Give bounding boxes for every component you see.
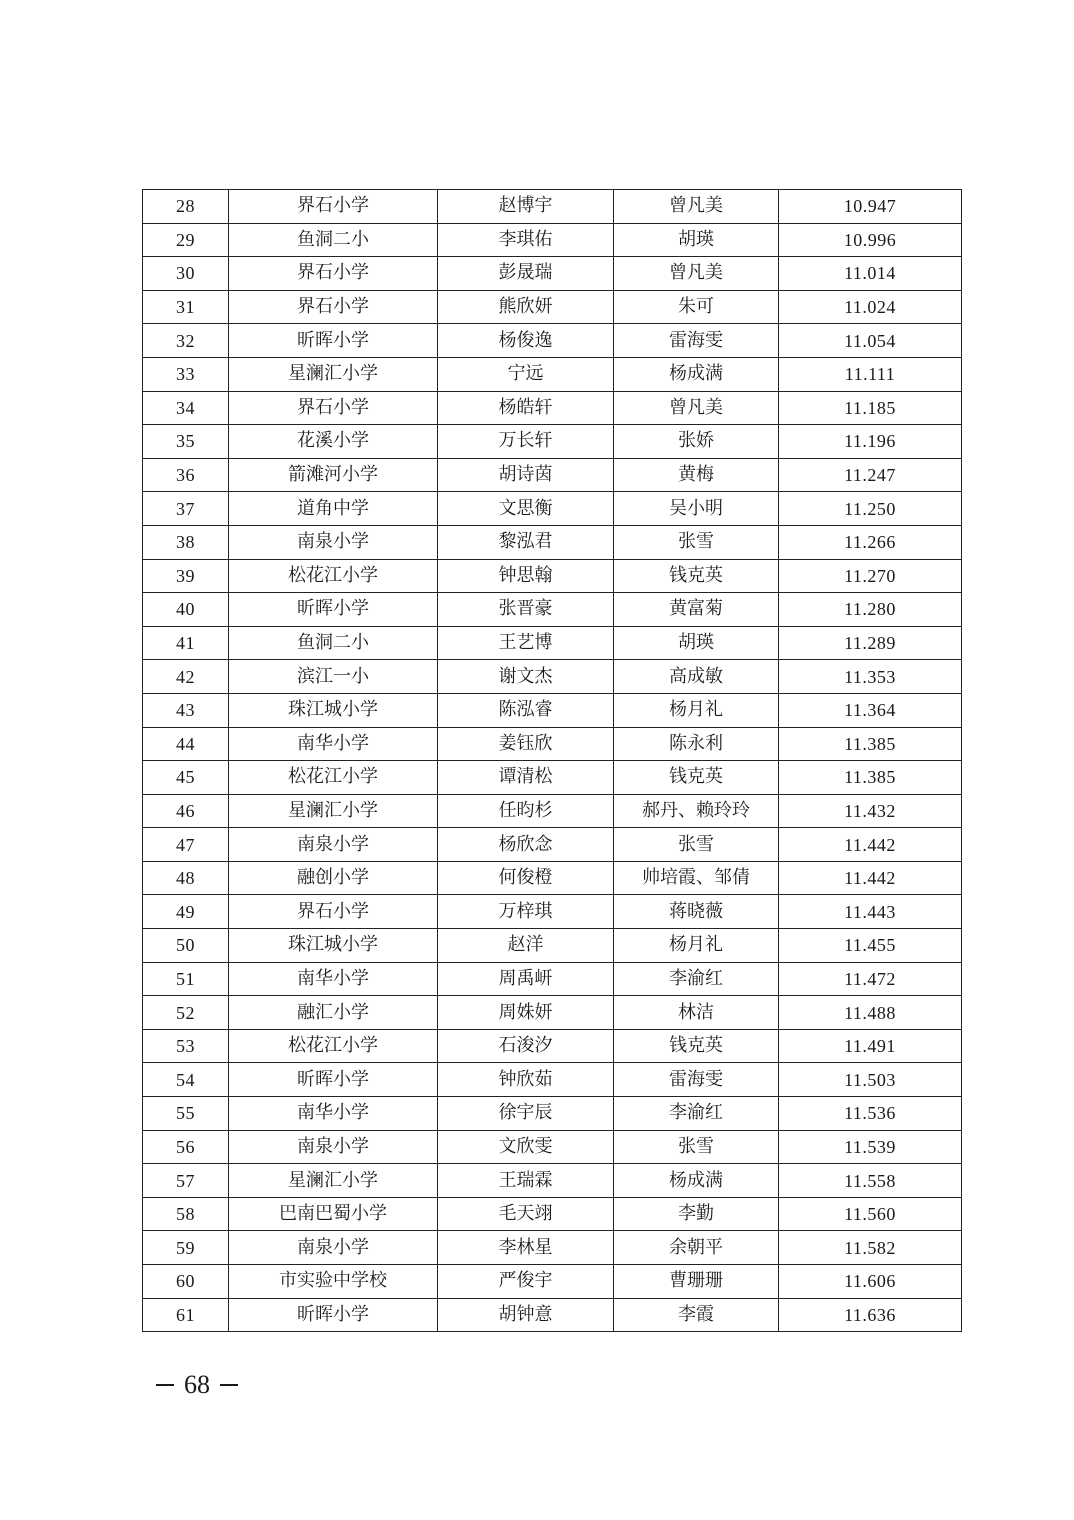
teacher-cell: 李渝红 bbox=[614, 1097, 779, 1131]
rank-cell: 53 bbox=[143, 1029, 229, 1063]
school-cell: 南华小学 bbox=[229, 1097, 438, 1131]
page-footer bbox=[146, 1370, 248, 1400]
student-cell: 张晋豪 bbox=[438, 593, 614, 627]
table-row bbox=[143, 257, 962, 291]
page-number: 68 bbox=[184, 1370, 210, 1399]
score-cell: 11.560 bbox=[779, 1197, 962, 1231]
rank-cell: 61 bbox=[143, 1298, 229, 1332]
teacher-cell: 李勤 bbox=[614, 1197, 779, 1231]
score-cell: 11.054 bbox=[779, 324, 962, 358]
table-row bbox=[143, 525, 962, 559]
teacher-cell: 雷海雯 bbox=[614, 324, 779, 358]
school-cell: 南泉小学 bbox=[229, 1130, 438, 1164]
teacher-cell: 杨月礼 bbox=[614, 929, 779, 963]
school-cell: 昕晖小学 bbox=[229, 1063, 438, 1097]
table-row bbox=[143, 761, 962, 795]
score-cell: 10.947 bbox=[779, 190, 962, 224]
score-cell: 11.014 bbox=[779, 257, 962, 291]
rank-cell: 41 bbox=[143, 626, 229, 660]
student-cell: 胡钟意 bbox=[438, 1298, 614, 1332]
score-cell: 11.196 bbox=[779, 425, 962, 459]
student-cell: 姜钰欣 bbox=[438, 727, 614, 761]
score-cell: 11.185 bbox=[779, 391, 962, 425]
student-cell: 李林星 bbox=[438, 1231, 614, 1265]
school-cell: 南华小学 bbox=[229, 727, 438, 761]
student-cell: 王瑞霖 bbox=[438, 1164, 614, 1198]
score-cell: 11.270 bbox=[779, 559, 962, 593]
table-row bbox=[143, 1265, 962, 1299]
rank-cell: 38 bbox=[143, 525, 229, 559]
rank-cell: 39 bbox=[143, 559, 229, 593]
score-cell: 11.353 bbox=[779, 660, 962, 694]
teacher-cell: 胡瑛 bbox=[614, 626, 779, 660]
student-cell: 文欣雯 bbox=[438, 1130, 614, 1164]
rank-cell: 33 bbox=[143, 357, 229, 391]
teacher-cell: 郝丹、赖玲玲 bbox=[614, 794, 779, 828]
score-cell: 11.582 bbox=[779, 1231, 962, 1265]
student-cell: 毛天翊 bbox=[438, 1197, 614, 1231]
school-cell: 南华小学 bbox=[229, 962, 438, 996]
student-cell: 周禹岍 bbox=[438, 962, 614, 996]
score-cell: 11.488 bbox=[779, 996, 962, 1030]
teacher-cell: 钱克英 bbox=[614, 559, 779, 593]
score-cell: 11.247 bbox=[779, 458, 962, 492]
student-cell: 万梓琪 bbox=[438, 895, 614, 929]
school-cell: 昕晖小学 bbox=[229, 593, 438, 627]
teacher-cell: 胡瑛 bbox=[614, 223, 779, 257]
table-row bbox=[143, 1063, 962, 1097]
teacher-cell: 雷海雯 bbox=[614, 1063, 779, 1097]
table-row bbox=[143, 1029, 962, 1063]
student-cell: 任昀杉 bbox=[438, 794, 614, 828]
rank-cell: 34 bbox=[143, 391, 229, 425]
student-cell: 赵洋 bbox=[438, 929, 614, 963]
rank-cell: 31 bbox=[143, 290, 229, 324]
table-row bbox=[143, 828, 962, 862]
teacher-cell: 高成敏 bbox=[614, 660, 779, 694]
rank-cell: 59 bbox=[143, 1231, 229, 1265]
table-row bbox=[143, 1097, 962, 1131]
rank-cell: 57 bbox=[143, 1164, 229, 1198]
score-cell: 11.385 bbox=[779, 761, 962, 795]
school-cell: 界石小学 bbox=[229, 190, 438, 224]
teacher-cell: 李霞 bbox=[614, 1298, 779, 1332]
score-cell: 10.996 bbox=[779, 223, 962, 257]
teacher-cell: 杨成满 bbox=[614, 1164, 779, 1198]
rank-cell: 58 bbox=[143, 1197, 229, 1231]
score-cell: 11.432 bbox=[779, 794, 962, 828]
score-cell: 11.558 bbox=[779, 1164, 962, 1198]
table-row bbox=[143, 895, 962, 929]
teacher-cell: 杨月礼 bbox=[614, 693, 779, 727]
school-cell: 星澜汇小学 bbox=[229, 1164, 438, 1198]
rank-cell: 56 bbox=[143, 1130, 229, 1164]
score-cell: 11.266 bbox=[779, 525, 962, 559]
score-cell: 11.024 bbox=[779, 290, 962, 324]
teacher-cell: 张雪 bbox=[614, 525, 779, 559]
table-row bbox=[143, 559, 962, 593]
student-cell: 周姝妍 bbox=[438, 996, 614, 1030]
student-cell: 钟欣茹 bbox=[438, 1063, 614, 1097]
student-cell: 熊欣妍 bbox=[438, 290, 614, 324]
table-row bbox=[143, 794, 962, 828]
score-cell: 11.442 bbox=[779, 861, 962, 895]
score-cell: 11.606 bbox=[779, 1265, 962, 1299]
school-cell: 鱼洞二小 bbox=[229, 626, 438, 660]
school-cell: 界石小学 bbox=[229, 895, 438, 929]
school-cell: 花溪小学 bbox=[229, 425, 438, 459]
school-cell: 融汇小学 bbox=[229, 996, 438, 1030]
rank-cell: 45 bbox=[143, 761, 229, 795]
table-row bbox=[143, 458, 962, 492]
student-cell: 杨欣念 bbox=[438, 828, 614, 862]
score-cell: 11.289 bbox=[779, 626, 962, 660]
school-cell: 界石小学 bbox=[229, 257, 438, 291]
table-row bbox=[143, 1130, 962, 1164]
school-cell: 南泉小学 bbox=[229, 828, 438, 862]
teacher-cell: 张雪 bbox=[614, 828, 779, 862]
student-cell: 胡诗茵 bbox=[438, 458, 614, 492]
school-cell: 松花江小学 bbox=[229, 559, 438, 593]
table-row bbox=[143, 996, 962, 1030]
table-row bbox=[143, 223, 962, 257]
table-row bbox=[143, 962, 962, 996]
teacher-cell: 杨成满 bbox=[614, 357, 779, 391]
school-cell: 松花江小学 bbox=[229, 761, 438, 795]
table-row bbox=[143, 357, 962, 391]
table-row bbox=[143, 391, 962, 425]
teacher-cell: 朱可 bbox=[614, 290, 779, 324]
table-row bbox=[143, 290, 962, 324]
rank-cell: 35 bbox=[143, 425, 229, 459]
page-number-right-dash bbox=[220, 1384, 238, 1386]
score-cell: 11.364 bbox=[779, 693, 962, 727]
rank-cell: 44 bbox=[143, 727, 229, 761]
school-cell: 星澜汇小学 bbox=[229, 794, 438, 828]
teacher-cell: 张娇 bbox=[614, 425, 779, 459]
student-cell: 钟思翰 bbox=[438, 559, 614, 593]
teacher-cell: 蒋晓薇 bbox=[614, 895, 779, 929]
page-number-left-dash bbox=[156, 1384, 174, 1386]
student-cell: 黎泓君 bbox=[438, 525, 614, 559]
rank-cell: 55 bbox=[143, 1097, 229, 1131]
school-cell: 道角中学 bbox=[229, 492, 438, 526]
school-cell: 融创小学 bbox=[229, 861, 438, 895]
rank-cell: 36 bbox=[143, 458, 229, 492]
student-cell: 陈泓睿 bbox=[438, 693, 614, 727]
table-row bbox=[143, 727, 962, 761]
teacher-cell: 陈永利 bbox=[614, 727, 779, 761]
teacher-cell: 曾凡美 bbox=[614, 257, 779, 291]
school-cell: 滨江一小 bbox=[229, 660, 438, 694]
rank-cell: 50 bbox=[143, 929, 229, 963]
school-cell: 珠江城小学 bbox=[229, 693, 438, 727]
results-table-body bbox=[143, 190, 962, 1332]
rank-cell: 46 bbox=[143, 794, 229, 828]
score-cell: 11.250 bbox=[779, 492, 962, 526]
teacher-cell: 李渝红 bbox=[614, 962, 779, 996]
table-row bbox=[143, 1298, 962, 1332]
table-row bbox=[143, 1164, 962, 1198]
table-row bbox=[143, 1197, 962, 1231]
school-cell: 松花江小学 bbox=[229, 1029, 438, 1063]
table-row bbox=[143, 660, 962, 694]
school-cell: 星澜汇小学 bbox=[229, 357, 438, 391]
school-cell: 昕晖小学 bbox=[229, 1298, 438, 1332]
student-cell: 杨皓轩 bbox=[438, 391, 614, 425]
rank-cell: 40 bbox=[143, 593, 229, 627]
table-row bbox=[143, 324, 962, 358]
teacher-cell: 帅培霞、邹倩 bbox=[614, 861, 779, 895]
student-cell: 谭清松 bbox=[438, 761, 614, 795]
score-cell: 11.455 bbox=[779, 929, 962, 963]
score-cell: 11.491 bbox=[779, 1029, 962, 1063]
teacher-cell: 黄富菊 bbox=[614, 593, 779, 627]
table-row bbox=[143, 425, 962, 459]
student-cell: 谢文杰 bbox=[438, 660, 614, 694]
school-cell: 南泉小学 bbox=[229, 525, 438, 559]
student-cell: 彭晟瑞 bbox=[438, 257, 614, 291]
rank-cell: 49 bbox=[143, 895, 229, 929]
student-cell: 王艺博 bbox=[438, 626, 614, 660]
score-cell: 11.385 bbox=[779, 727, 962, 761]
rank-cell: 43 bbox=[143, 693, 229, 727]
teacher-cell: 钱克英 bbox=[614, 761, 779, 795]
table-row bbox=[143, 861, 962, 895]
school-cell: 鱼洞二小 bbox=[229, 223, 438, 257]
score-cell: 11.472 bbox=[779, 962, 962, 996]
rank-cell: 29 bbox=[143, 223, 229, 257]
score-cell: 11.636 bbox=[779, 1298, 962, 1332]
teacher-cell: 曾凡美 bbox=[614, 391, 779, 425]
rank-cell: 60 bbox=[143, 1265, 229, 1299]
school-cell: 珠江城小学 bbox=[229, 929, 438, 963]
rank-cell: 32 bbox=[143, 324, 229, 358]
score-cell: 11.539 bbox=[779, 1130, 962, 1164]
table-row bbox=[143, 593, 962, 627]
table-row bbox=[143, 693, 962, 727]
school-cell: 巴南巴蜀小学 bbox=[229, 1197, 438, 1231]
rank-cell: 28 bbox=[143, 190, 229, 224]
teacher-cell: 林洁 bbox=[614, 996, 779, 1030]
rank-cell: 37 bbox=[143, 492, 229, 526]
rank-cell: 52 bbox=[143, 996, 229, 1030]
student-cell: 石浚汐 bbox=[438, 1029, 614, 1063]
table-row bbox=[143, 492, 962, 526]
rank-cell: 47 bbox=[143, 828, 229, 862]
score-cell: 11.442 bbox=[779, 828, 962, 862]
teacher-cell: 黄梅 bbox=[614, 458, 779, 492]
student-cell: 杨俊逸 bbox=[438, 324, 614, 358]
teacher-cell: 曾凡美 bbox=[614, 190, 779, 224]
teacher-cell: 钱克英 bbox=[614, 1029, 779, 1063]
teacher-cell: 吴小明 bbox=[614, 492, 779, 526]
teacher-cell: 余朝平 bbox=[614, 1231, 779, 1265]
teacher-cell: 张雪 bbox=[614, 1130, 779, 1164]
school-cell: 界石小学 bbox=[229, 391, 438, 425]
rank-cell: 54 bbox=[143, 1063, 229, 1097]
score-cell: 11.111 bbox=[779, 357, 962, 391]
school-cell: 南泉小学 bbox=[229, 1231, 438, 1265]
student-cell: 文思衡 bbox=[438, 492, 614, 526]
rank-cell: 42 bbox=[143, 660, 229, 694]
student-cell: 严俊宇 bbox=[438, 1265, 614, 1299]
table-row bbox=[143, 190, 962, 224]
results-table bbox=[142, 189, 962, 1332]
school-cell: 箭滩河小学 bbox=[229, 458, 438, 492]
rank-cell: 51 bbox=[143, 962, 229, 996]
rank-cell: 48 bbox=[143, 861, 229, 895]
score-cell: 11.280 bbox=[779, 593, 962, 627]
school-cell: 界石小学 bbox=[229, 290, 438, 324]
rank-cell: 30 bbox=[143, 257, 229, 291]
school-cell: 昕晖小学 bbox=[229, 324, 438, 358]
student-cell: 徐宇辰 bbox=[438, 1097, 614, 1131]
score-cell: 11.536 bbox=[779, 1097, 962, 1131]
table-row bbox=[143, 929, 962, 963]
student-cell: 李琪佑 bbox=[438, 223, 614, 257]
table-row bbox=[143, 626, 962, 660]
student-cell: 何俊橙 bbox=[438, 861, 614, 895]
student-cell: 赵博宇 bbox=[438, 190, 614, 224]
student-cell: 宁远 bbox=[438, 357, 614, 391]
table-row bbox=[143, 1231, 962, 1265]
score-cell: 11.503 bbox=[779, 1063, 962, 1097]
student-cell: 万长轩 bbox=[438, 425, 614, 459]
teacher-cell: 曹珊珊 bbox=[614, 1265, 779, 1299]
score-cell: 11.443 bbox=[779, 895, 962, 929]
school-cell: 市实验中学校 bbox=[229, 1265, 438, 1299]
